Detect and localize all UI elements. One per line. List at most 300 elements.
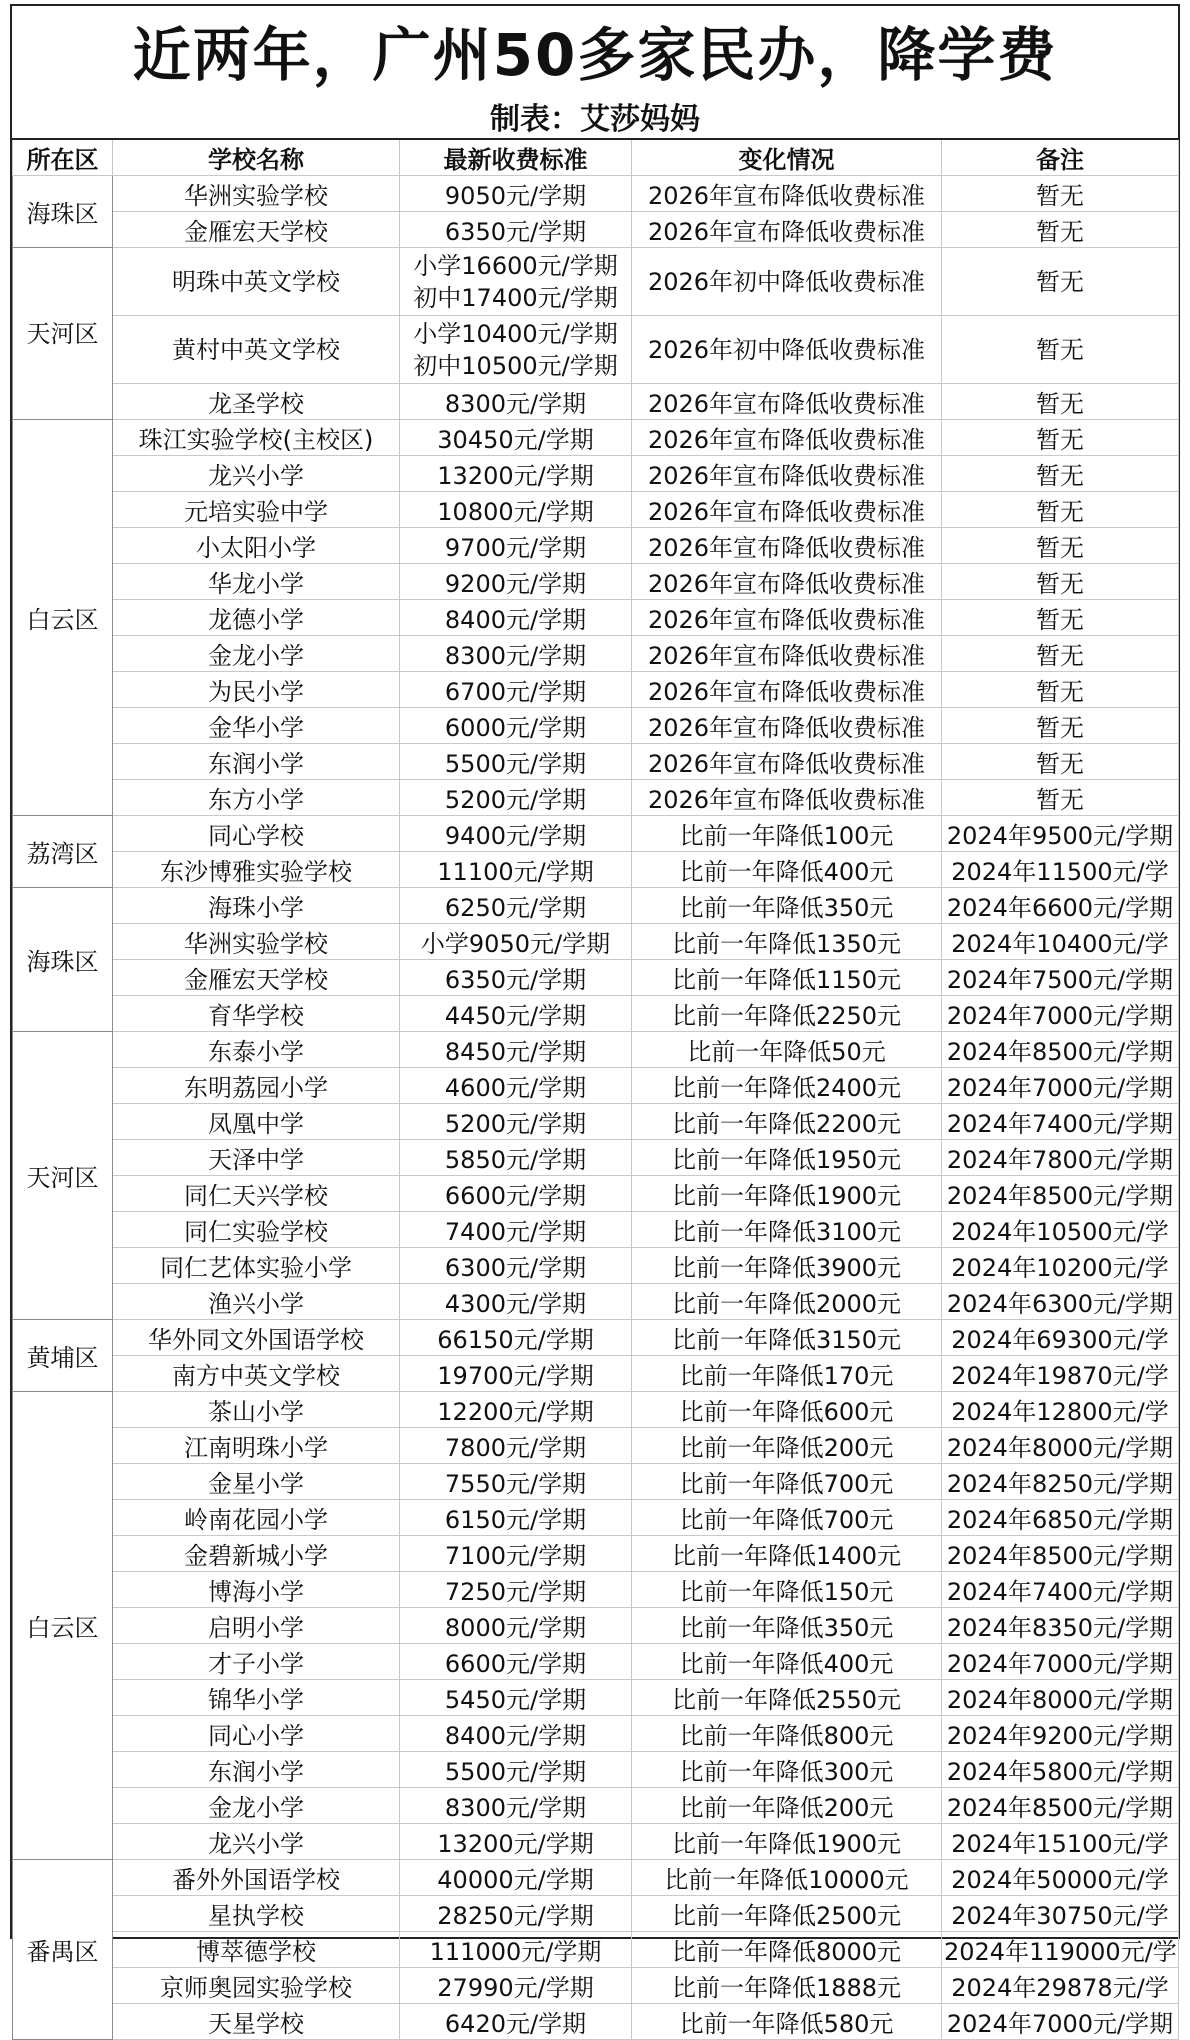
school-name-cell: 天星学校 [113, 2004, 400, 2040]
fee-line: 初中17400元/学期 [413, 283, 618, 312]
fee-line: 6000元/学期 [444, 714, 587, 742]
fee-line: 28250元/学期 [437, 1902, 594, 1930]
fee-cell [400, 1212, 632, 1248]
note-cell: 2024年15100元/学 [942, 1824, 1179, 1860]
change-cell: 比前一年降低2550元 [632, 1680, 942, 1716]
table-row [13, 1788, 1179, 1824]
table-row [13, 1428, 1179, 1464]
table-row [13, 636, 1179, 672]
change-cell: 比前一年降低2250元 [632, 996, 942, 1032]
fee-cell [400, 1536, 632, 1572]
fee-cell [400, 780, 632, 816]
district-cell: 番禺区 [13, 1860, 113, 2040]
district-cell: 荔湾区 [13, 816, 113, 888]
note-cell: 暂无 [942, 420, 1179, 456]
table-row [13, 672, 1179, 708]
table-row [13, 1248, 1179, 1284]
change-cell: 2026年初中降低收费标准 [632, 316, 942, 384]
fee-line: 10800元/学期 [437, 498, 594, 526]
table-row [13, 1572, 1179, 1608]
change-cell: 比前一年降低300元 [632, 1752, 942, 1788]
table-row [13, 708, 1179, 744]
fee-cell [400, 1428, 632, 1464]
change-cell: 比前一年降低700元 [632, 1500, 942, 1536]
fee-cell [400, 1500, 632, 1536]
table-row [13, 600, 1179, 636]
fee-cell [400, 708, 632, 744]
fee-cell [400, 528, 632, 564]
note-cell: 暂无 [942, 744, 1179, 780]
fee-cell [400, 1932, 632, 1968]
school-name-cell: 龙兴小学 [113, 1824, 400, 1860]
fee-line: 66150元/学期 [437, 1326, 594, 1354]
table-row [13, 1392, 1179, 1428]
fee-cell [400, 1032, 632, 1068]
fee-cell [400, 600, 632, 636]
table-body [13, 176, 1179, 2040]
fee-line: 4600元/学期 [444, 1074, 587, 1102]
fee-line: 7400元/学期 [444, 1218, 587, 1246]
fee-cell [400, 1176, 632, 1212]
page-subtitle: 制表：艾莎妈妈 [490, 102, 700, 137]
fee-cell [400, 1824, 632, 1860]
change-cell: 比前一年降低170元 [632, 1356, 942, 1392]
school-name-cell: 华龙小学 [113, 564, 400, 600]
note-cell: 2024年8500元/学期 [942, 1176, 1179, 1212]
fee-cell [400, 2004, 632, 2040]
fee-cell [400, 420, 632, 456]
change-cell: 2026年宣布降低收费标准 [632, 176, 942, 212]
note-cell: 2024年5800元/学期 [942, 1752, 1179, 1788]
note-cell: 2024年10400元/学 [942, 924, 1179, 960]
table-row [13, 816, 1179, 852]
school-name-cell: 东润小学 [113, 1752, 400, 1788]
fee-line: 7250元/学期 [444, 1578, 587, 1606]
school-name-cell: 江南明珠小学 [113, 1428, 400, 1464]
fee-table-sheet [10, 4, 1180, 2038]
fee-line: 4300元/学期 [444, 1290, 587, 1318]
change-cell: 2026年宣布降低收费标准 [632, 564, 942, 600]
fee-line: 6700元/学期 [444, 678, 587, 706]
fee-line: 8300元/学期 [444, 1794, 587, 1822]
school-name-cell: 龙德小学 [113, 600, 400, 636]
school-name-cell: 南方中英文学校 [113, 1356, 400, 1392]
fee-line: 8300元/学期 [444, 390, 587, 418]
table-row [13, 852, 1179, 888]
fee-line: 6150元/学期 [444, 1506, 587, 1534]
fee-cell [400, 176, 632, 212]
fee-cell [400, 1896, 632, 1932]
note-cell: 2024年7400元/学期 [942, 1104, 1179, 1140]
table-row [13, 1752, 1179, 1788]
fee-line: 6300元/学期 [444, 1254, 587, 1282]
table-row [13, 1140, 1179, 1176]
table-row [13, 1608, 1179, 1644]
table-row [13, 1212, 1179, 1248]
district-cell: 天河区 [13, 1032, 113, 1320]
school-name-cell: 同仁艺体实验小学 [113, 1248, 400, 1284]
school-name-cell: 金星小学 [113, 1464, 400, 1500]
note-cell: 2024年7800元/学期 [942, 1140, 1179, 1176]
fee-cell [400, 1104, 632, 1140]
school-name-cell: 东泰小学 [113, 1032, 400, 1068]
school-name-cell: 京师奥园实验学校 [113, 1968, 400, 2004]
note-cell: 2024年8250元/学期 [942, 1464, 1179, 1500]
school-name-cell: 金碧新城小学 [113, 1536, 400, 1572]
fee-line: 8400元/学期 [444, 606, 587, 634]
fee-cell [400, 996, 632, 1032]
fee-cell [400, 1788, 632, 1824]
school-name-cell: 天泽中学 [113, 1140, 400, 1176]
note-cell: 2024年8500元/学期 [942, 1032, 1179, 1068]
fee-cell [400, 1752, 632, 1788]
change-cell: 比前一年降低2500元 [632, 1896, 942, 1932]
note-cell: 暂无 [942, 708, 1179, 744]
table-row [13, 1500, 1179, 1536]
fee-cell [400, 1068, 632, 1104]
fee-cell [400, 1356, 632, 1392]
school-name-cell: 华洲实验学校 [113, 176, 400, 212]
note-cell: 暂无 [942, 316, 1179, 384]
district-cell: 海珠区 [13, 176, 113, 248]
change-cell: 比前一年降低400元 [632, 1644, 942, 1680]
fee-line: 6600元/学期 [444, 1182, 587, 1210]
note-cell: 暂无 [942, 600, 1179, 636]
note-cell: 2024年7000元/学期 [942, 1068, 1179, 1104]
table-row [13, 1860, 1179, 1896]
change-cell: 比前一年降低1900元 [632, 1176, 942, 1212]
school-name-cell: 同心学校 [113, 816, 400, 852]
table-row [13, 1968, 1179, 2004]
change-cell: 比前一年降低1888元 [632, 1968, 942, 2004]
table-row [13, 528, 1179, 564]
table-row [13, 1716, 1179, 1752]
district-cell: 天河区 [13, 248, 113, 420]
fee-line: 8300元/学期 [444, 642, 587, 670]
change-cell: 2026年宣布降低收费标准 [632, 600, 942, 636]
fee-cell [400, 316, 632, 384]
note-cell: 2024年10500元/学 [942, 1212, 1179, 1248]
school-name-cell: 为民小学 [113, 672, 400, 708]
table-row [13, 420, 1179, 456]
school-name-cell: 东润小学 [113, 744, 400, 780]
note-cell: 2024年8000元/学期 [942, 1428, 1179, 1464]
fee-cell [400, 852, 632, 888]
change-cell: 比前一年降低350元 [632, 888, 942, 924]
fee-line: 初中10500元/学期 [413, 351, 618, 380]
table-row [13, 1032, 1179, 1068]
fee-cell [400, 1320, 632, 1356]
change-cell: 比前一年降低100元 [632, 816, 942, 852]
fee-line: 19700元/学期 [437, 1362, 594, 1390]
change-cell: 比前一年降低1950元 [632, 1140, 942, 1176]
table-row [13, 212, 1179, 248]
table-row [13, 1824, 1179, 1860]
change-cell: 比前一年降低600元 [632, 1392, 942, 1428]
fee-cell [400, 888, 632, 924]
change-cell: 比前一年降低3150元 [632, 1320, 942, 1356]
table-row [13, 1320, 1179, 1356]
school-name-cell: 金雁宏天学校 [113, 960, 400, 996]
column-header-change: 变化情况 [632, 139, 942, 176]
school-name-cell: 岭南花园小学 [113, 1500, 400, 1536]
fee-cell [400, 924, 632, 960]
note-cell: 2024年8350元/学期 [942, 1608, 1179, 1644]
note-cell: 2024年7000元/学期 [942, 2004, 1179, 2040]
table-row [13, 1104, 1179, 1140]
note-cell: 2024年119000元/学 [942, 1932, 1179, 1968]
column-header-district: 所在区 [13, 139, 113, 176]
school-name-cell: 星执学校 [113, 1896, 400, 1932]
fee-line: 12200元/学期 [437, 1398, 594, 1426]
fee-line: 11100元/学期 [437, 858, 594, 886]
page-title: 近两年，广州50多家民办，降学费 [132, 21, 1058, 89]
school-name-cell: 金华小学 [113, 708, 400, 744]
note-cell: 2024年7400元/学期 [942, 1572, 1179, 1608]
note-cell: 2024年8500元/学期 [942, 1788, 1179, 1824]
fee-line: 6250元/学期 [444, 894, 587, 922]
table-row [13, 744, 1179, 780]
district-cell: 白云区 [13, 1392, 113, 1860]
note-cell: 2024年9200元/学期 [942, 1716, 1179, 1752]
note-cell: 暂无 [942, 780, 1179, 816]
fee-line: 9050元/学期 [444, 182, 587, 210]
change-cell: 比前一年降低3100元 [632, 1212, 942, 1248]
note-cell: 暂无 [942, 456, 1179, 492]
school-name-cell: 锦华小学 [113, 1680, 400, 1716]
fee-cell [400, 212, 632, 248]
note-cell: 暂无 [942, 672, 1179, 708]
fee-cell [400, 1716, 632, 1752]
change-cell: 2026年宣布降低收费标准 [632, 744, 942, 780]
fee-cell [400, 492, 632, 528]
table-row [13, 492, 1179, 528]
fee-line: 5200元/学期 [444, 1110, 587, 1138]
fee-line: 5500元/学期 [444, 750, 587, 778]
change-cell: 比前一年降低1400元 [632, 1536, 942, 1572]
fee-line: 7550元/学期 [444, 1470, 587, 1498]
fee-line: 8450元/学期 [444, 1038, 587, 1066]
fee-cell [400, 960, 632, 996]
fee-cell [400, 744, 632, 780]
change-cell: 比前一年降低200元 [632, 1428, 942, 1464]
table-row [13, 1176, 1179, 1212]
school-name-cell: 育华学校 [113, 996, 400, 1032]
table-row [13, 248, 1179, 316]
change-cell: 比前一年降低2200元 [632, 1104, 942, 1140]
school-name-cell: 龙圣学校 [113, 384, 400, 420]
table-row [13, 564, 1179, 600]
note-cell: 2024年8500元/学期 [942, 1536, 1179, 1572]
school-name-cell: 华洲实验学校 [113, 924, 400, 960]
school-name-cell: 龙兴小学 [113, 456, 400, 492]
fee-cell [400, 1140, 632, 1176]
table-row [13, 1356, 1179, 1392]
school-name-cell: 茶山小学 [113, 1392, 400, 1428]
note-cell: 2024年7000元/学期 [942, 996, 1179, 1032]
fee-cell [400, 1248, 632, 1284]
note-cell: 暂无 [942, 248, 1179, 316]
note-cell: 2024年6600元/学期 [942, 888, 1179, 924]
change-cell: 2026年宣布降低收费标准 [632, 636, 942, 672]
note-cell: 2024年6300元/学期 [942, 1284, 1179, 1320]
fee-line: 9400元/学期 [444, 822, 587, 850]
change-cell: 2026年宣布降低收费标准 [632, 456, 942, 492]
change-cell: 比前一年降低150元 [632, 1572, 942, 1608]
note-cell: 2024年10200元/学 [942, 1248, 1179, 1284]
note-cell: 2024年7000元/学期 [942, 1644, 1179, 1680]
table-header-row [13, 139, 1179, 176]
school-name-cell: 明珠中英文学校 [113, 248, 400, 316]
table-row [13, 780, 1179, 816]
note-cell: 2024年6850元/学期 [942, 1500, 1179, 1536]
school-name-cell: 元培实验中学 [113, 492, 400, 528]
note-cell: 2024年8000元/学期 [942, 1680, 1179, 1716]
change-cell: 比前一年降低3900元 [632, 1248, 942, 1284]
school-name-cell: 同仁实验学校 [113, 1212, 400, 1248]
district-cell: 黄埔区 [13, 1320, 113, 1392]
school-name-cell: 金雁宏天学校 [113, 212, 400, 248]
fee-cell [400, 456, 632, 492]
change-cell: 比前一年降低1350元 [632, 924, 942, 960]
change-cell: 2026年宣布降低收费标准 [632, 384, 942, 420]
fee-line: 13200元/学期 [437, 1830, 594, 1858]
fee-line: 30450元/学期 [437, 426, 594, 454]
table-row [13, 384, 1179, 420]
school-name-cell: 同仁天兴学校 [113, 1176, 400, 1212]
school-name-cell: 小太阳小学 [113, 528, 400, 564]
fee-cell [400, 1464, 632, 1500]
table-row [13, 456, 1179, 492]
change-cell: 2026年宣布降低收费标准 [632, 492, 942, 528]
fee-line: 小学16600元/学期 [413, 251, 618, 280]
school-name-cell: 海珠小学 [113, 888, 400, 924]
school-name-cell: 东方小学 [113, 780, 400, 816]
column-header-fee: 最新收费标准 [400, 139, 632, 176]
fee-line: 4450元/学期 [444, 1002, 587, 1030]
fee-line: 9200元/学期 [444, 570, 587, 598]
change-cell: 比前一年降低1900元 [632, 1824, 942, 1860]
fee-table [12, 138, 1179, 2040]
fee-cell [400, 564, 632, 600]
school-name-cell: 渔兴小学 [113, 1284, 400, 1320]
fee-cell [400, 1284, 632, 1320]
note-cell: 2024年9500元/学期 [942, 816, 1179, 852]
note-cell: 暂无 [942, 564, 1179, 600]
fee-line: 5850元/学期 [444, 1146, 587, 1174]
school-name-cell: 东明荔园小学 [113, 1068, 400, 1104]
change-cell: 2026年宣布降低收费标准 [632, 420, 942, 456]
district-cell: 海珠区 [13, 888, 113, 1032]
fee-cell [400, 1680, 632, 1716]
note-cell: 2024年12800元/学 [942, 1392, 1179, 1428]
table-row [13, 1536, 1179, 1572]
school-name-cell: 金龙小学 [113, 636, 400, 672]
note-cell: 暂无 [942, 212, 1179, 248]
fee-line: 9700元/学期 [444, 534, 587, 562]
fee-cell [400, 384, 632, 420]
fee-cell [400, 248, 632, 316]
district-cell: 白云区 [13, 420, 113, 816]
school-name-cell: 启明小学 [113, 1608, 400, 1644]
note-cell: 暂无 [942, 636, 1179, 672]
table-row [13, 960, 1179, 996]
change-cell: 比前一年降低2400元 [632, 1068, 942, 1104]
note-cell: 2024年29878元/学 [942, 1968, 1179, 2004]
fee-cell [400, 1392, 632, 1428]
change-cell: 比前一年降低1150元 [632, 960, 942, 996]
note-cell: 2024年30750元/学 [942, 1896, 1179, 1932]
note-cell: 暂无 [942, 384, 1179, 420]
fee-cell [400, 1572, 632, 1608]
table-row [13, 1680, 1179, 1716]
change-cell: 2026年初中降低收费标准 [632, 248, 942, 316]
change-cell: 比前一年降低10000元 [632, 1860, 942, 1896]
fee-line: 6350元/学期 [444, 966, 587, 994]
change-cell: 比前一年降低800元 [632, 1716, 942, 1752]
school-name-cell: 凤凰中学 [113, 1104, 400, 1140]
school-name-cell: 同心小学 [113, 1716, 400, 1752]
table-row [13, 996, 1179, 1032]
fee-line: 27990元/学期 [437, 1974, 594, 2002]
fee-cell [400, 1644, 632, 1680]
change-cell: 比前一年降低700元 [632, 1464, 942, 1500]
school-name-cell: 东沙博雅实验学校 [113, 852, 400, 888]
fee-cell [400, 1968, 632, 2004]
school-name-cell: 金龙小学 [113, 1788, 400, 1824]
note-cell: 暂无 [942, 528, 1179, 564]
fee-line: 111000元/学期 [429, 1938, 602, 1966]
change-cell: 比前一年降低8000元 [632, 1932, 942, 1968]
change-cell: 2026年宣布降低收费标准 [632, 212, 942, 248]
table-row [13, 888, 1179, 924]
school-name-cell: 博萃德学校 [113, 1932, 400, 1968]
school-name-cell: 黄村中英文学校 [113, 316, 400, 384]
fee-cell [400, 636, 632, 672]
fee-line: 8400元/学期 [444, 1722, 587, 1750]
note-cell: 暂无 [942, 492, 1179, 528]
fee-cell [400, 672, 632, 708]
change-cell: 比前一年降低580元 [632, 2004, 942, 2040]
change-cell: 比前一年降低2000元 [632, 1284, 942, 1320]
change-cell: 比前一年降低200元 [632, 1788, 942, 1824]
fee-cell [400, 816, 632, 852]
fee-line: 6420元/学期 [444, 2010, 587, 2038]
school-name-cell: 博海小学 [113, 1572, 400, 1608]
change-cell: 2026年宣布降低收费标准 [632, 528, 942, 564]
table-row [13, 176, 1179, 212]
fee-line: 6350元/学期 [444, 218, 587, 246]
note-cell: 2024年11500元/学 [942, 852, 1179, 888]
table-row [13, 1644, 1179, 1680]
table-row [13, 2004, 1179, 2040]
fee-line: 小学9050元/学期 [420, 930, 611, 958]
fee-cell [400, 1608, 632, 1644]
change-cell: 比前一年降低400元 [632, 852, 942, 888]
school-name-cell: 华外同文外国语学校 [113, 1320, 400, 1356]
fee-line: 8000元/学期 [444, 1614, 587, 1642]
fee-line: 7100元/学期 [444, 1542, 587, 1570]
note-cell: 2024年69300元/学 [942, 1320, 1179, 1356]
change-cell: 2026年宣布降低收费标准 [632, 780, 942, 816]
note-cell: 2024年7500元/学期 [942, 960, 1179, 996]
fee-cell [400, 1860, 632, 1896]
table-row [13, 316, 1179, 384]
fee-line: 40000元/学期 [437, 1866, 594, 1894]
change-cell: 比前一年降低350元 [632, 1608, 942, 1644]
fee-line: 7800元/学期 [444, 1434, 587, 1462]
fee-line: 6600元/学期 [444, 1650, 587, 1678]
